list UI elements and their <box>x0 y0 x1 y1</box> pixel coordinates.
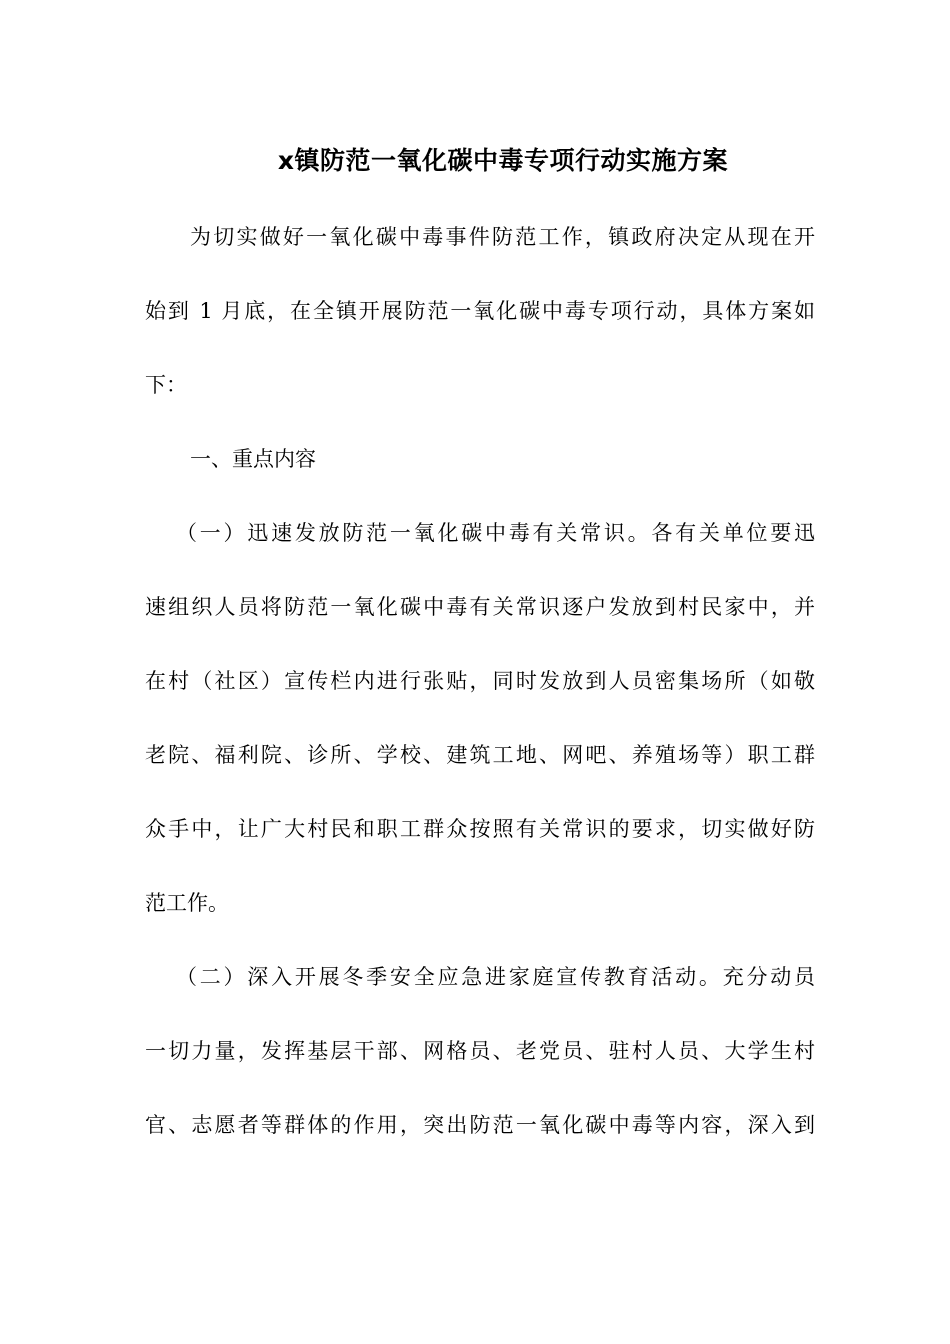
document-title: x镇防范一氧化碳中毒专项行动实施方案 <box>277 146 729 175</box>
paragraph-line: 下： <box>145 373 187 397</box>
paragraph-line: （二）深入开展冬季安全应急进家庭宣传教育活动。充分动员 <box>176 965 815 989</box>
paragraph-line: 一切力量，发挥基层干部、网格员、老党员、驻村人员、大学生村 <box>145 1039 815 1063</box>
section-heading: 一、重点内容 <box>190 447 316 471</box>
paragraph-line: 老院、福利院、诊所、学校、建筑工地、网吧、养殖场等）职工群 <box>145 743 815 767</box>
paragraph-line: 范工作。 <box>145 891 229 915</box>
paragraph-line: 在村（社区）宣传栏内进行张贴，同时发放到人员密集场所（如敬 <box>145 669 815 693</box>
paragraph-line: 众手中，让广大村民和职工群众按照有关常识的要求，切实做好防 <box>145 817 815 841</box>
paragraph-line: 始到 1 月底，在全镇开展防范一氧化碳中毒专项行动，具体方案如 <box>145 299 815 323</box>
paragraph-line: 速组织人员将防范一氧化碳中毒有关常识逐户发放到村民家中，并 <box>145 595 815 619</box>
paragraph-line: （一）迅速发放防范一氧化碳中毒有关常识。各有关单位要迅 <box>176 521 815 545</box>
paragraph-line: 为切实做好一氧化碳中毒事件防范工作，镇政府决定从现在开 <box>190 225 815 249</box>
paragraph-line: 官、志愿者等群体的作用，突出防范一氧化碳中毒等内容，深入到 <box>145 1113 815 1137</box>
